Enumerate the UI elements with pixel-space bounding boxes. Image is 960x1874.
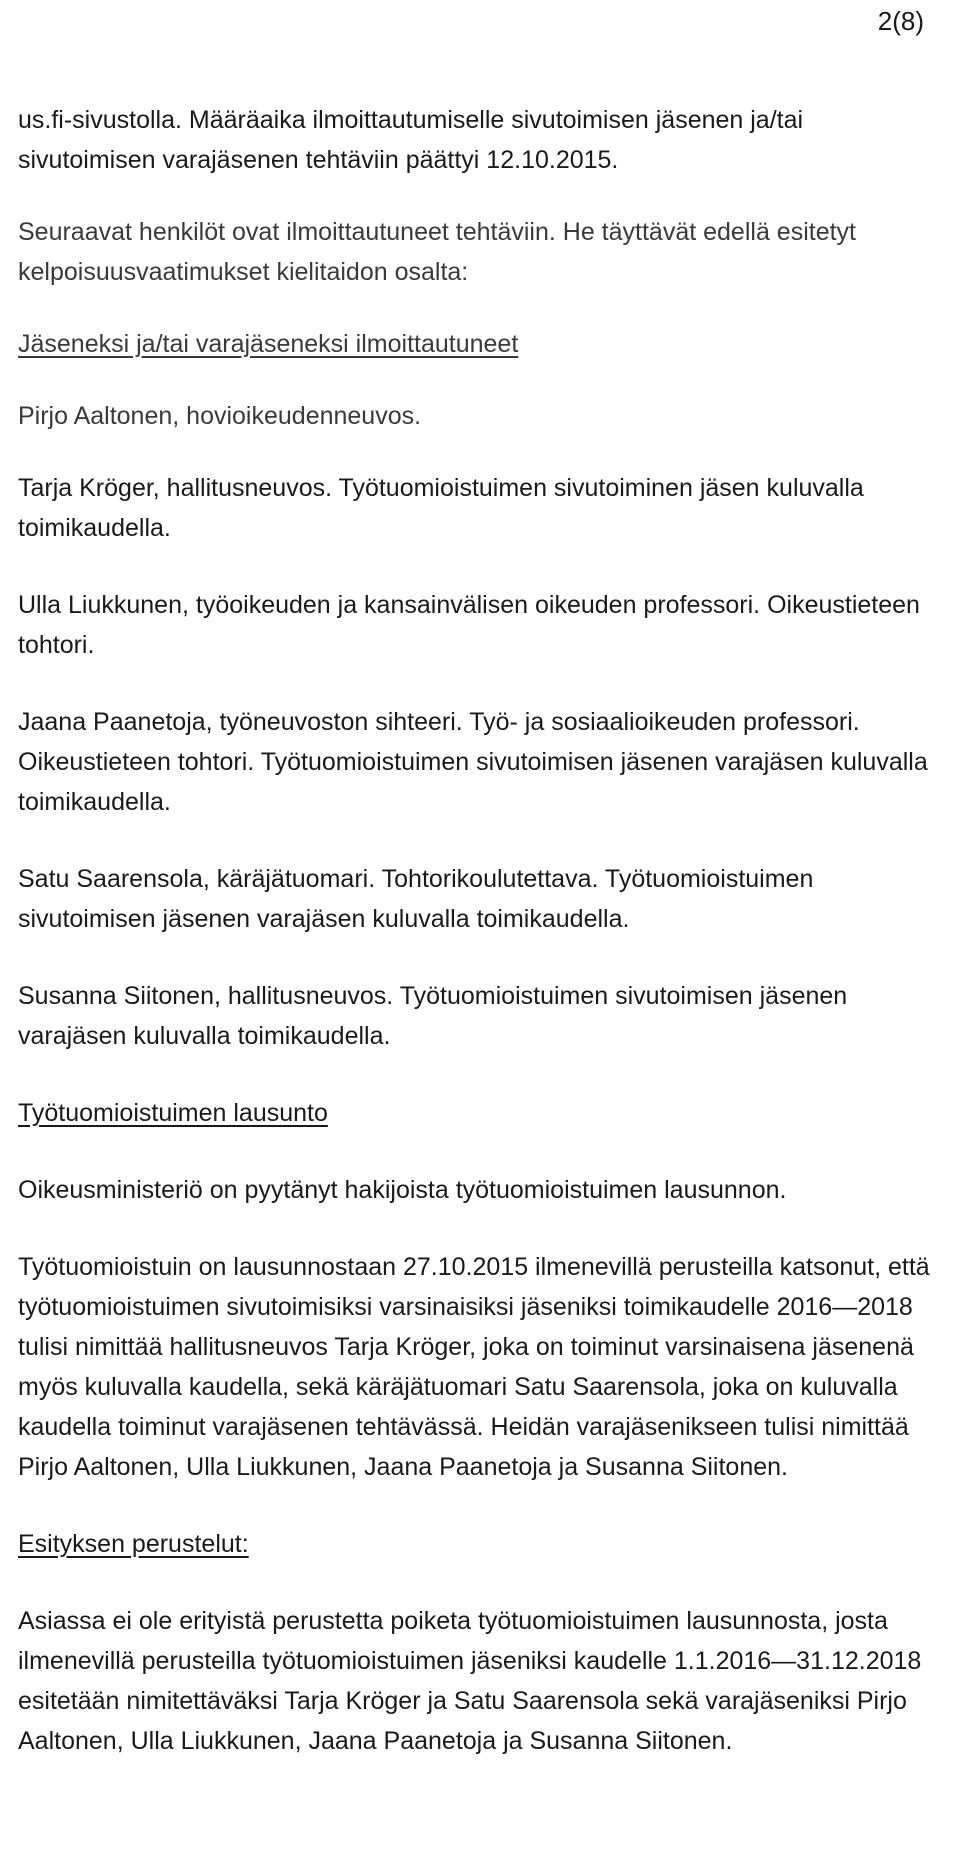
applicant-paragraph: Pirjo Aaltonen, hovioikeudenneuvos.: [18, 402, 422, 430]
applicants-intro-paragraph: Seuraavat henkilöt ovat ilmoittautuneet tehtäviin. He täyttävät edellä esitetyt kelpoisuusvaatimukset kielitaidon osalta:: [18, 218, 856, 286]
applicant-paragraph: Susanna Siitonen, hallitusneuvos. Työtuomioistuimen sivutoimisen jäsenen varajäsen kuluvalla toimikaudella.: [18, 982, 848, 1050]
applicant-paragraph: Ulla Liukkunen, työoikeuden ja kansainvälisen oikeuden professori. Oikeustieteen tohtori.: [18, 591, 920, 659]
applicant-paragraph: Tarja Kröger, hallitusneuvos. Työtuomioistuimen sivutoiminen jäsen kuluvalla toimikaudella.: [18, 474, 864, 542]
applicants-heading: Jäseneksi ja/tai varajäseneksi ilmoittautuneet: [18, 330, 519, 358]
statement-paragraph: Työtuomioistuin on lausunnostaan 27.10.2015 ilmenevillä perusteilla katsonut, että työtuomioistuimen sivutoimisiksi varsinaisiksi jäseniksi toimikaudelle 2016—2018 tulisi nimittää hallitusneuvos Tarja Kröger, joka on toiminut varsinaisena jäsenenä myös kuluvalla kaudella, sekä käräjätuomari Satu Saarensola, joka on kuluvalla kaudella toiminut varajäsenen tehtävässä. Heidän varajäsenikseen tulisi nimittää Pirjo Aaltonen, Ulla Liukkunen, Jaana Paanetoja ja Susanna Siitonen.: [18, 1253, 930, 1481]
applicant-paragraph: Jaana Paanetoja, työneuvoston sihteeri. Työ- ja sosiaalioikeuden professori. Oikeustieteen tohtori. Työtuomioistuimen sivutoimisen jäsenen varajäsen kuluvalla toimikaudella.: [18, 708, 928, 816]
document-body: [18, 100, 942, 1798]
grounds-paragraph: Asiassa ei ole erityistä perustetta poiketa työtuomioistuimen lausunnosta, josta ilmenevillä perusteilla työtuomioistuimen jäseniksi kaudelle 1.1.2016—31.12.2018 esitetään nimitettäväksi Tarja Kröger ja Satu Saarensola sekä varajäseniksi Pirjo Aaltonen, Ulla Liukkunen, Jaana Paanetoja ja Susanna Siitonen.: [18, 1607, 922, 1755]
page-number: 2(8): [877, 6, 924, 36]
statement-paragraph: Oikeusministeriö on pyytänyt hakijoista työtuomioistuimen lausunnon.: [18, 1176, 787, 1204]
applicant-paragraph: Satu Saarensola, käräjätuomari. Tohtorikoulutettava. Työtuomioistuimen sivutoimisen jäsenen varajäsen kuluvalla toimikaudella.: [18, 865, 814, 933]
statement-heading: Työtuomioistuimen lausunto: [18, 1099, 328, 1127]
intro-paragraph: us.fi-sivustolla. Määräaika ilmoittautumiselle sivutoimisen jäsenen ja/tai sivutoimisen varajäsenen tehtäviin päättyi 12.10.2015.: [18, 106, 804, 174]
grounds-heading: Esityksen perustelut:: [18, 1530, 249, 1558]
